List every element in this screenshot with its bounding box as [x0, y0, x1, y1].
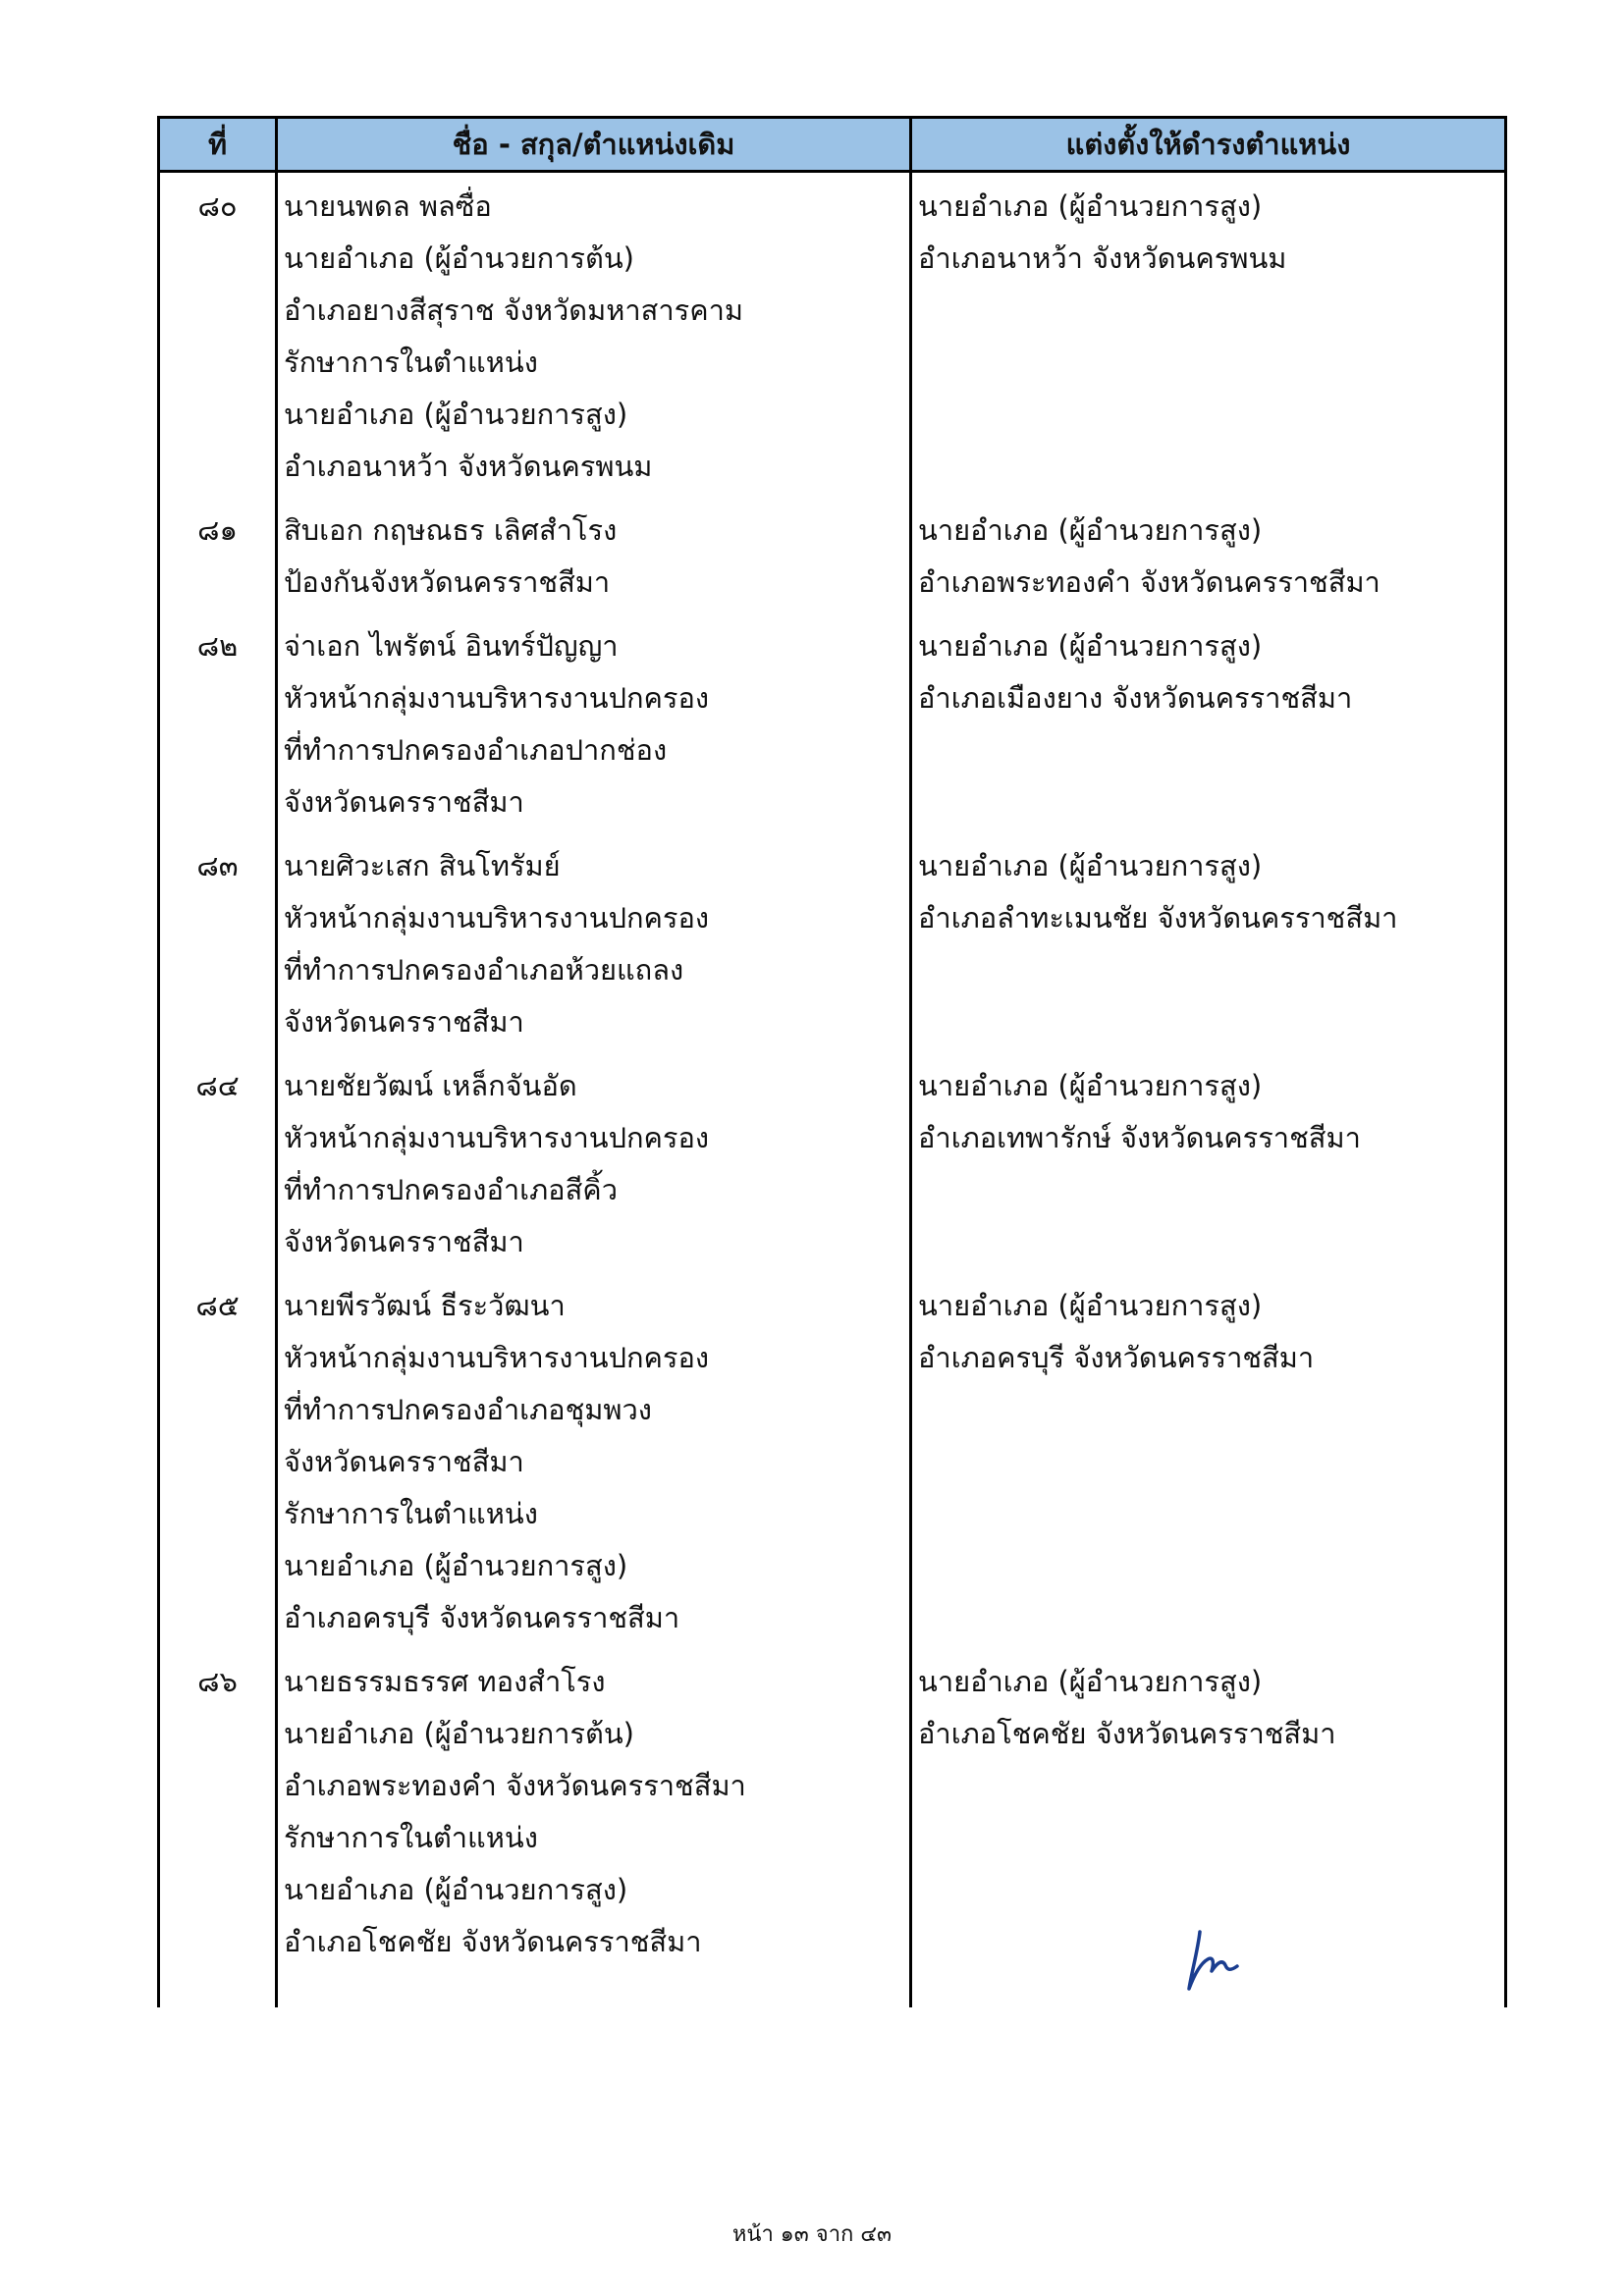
- old-position-line: จังหวัดนครราชสีมา: [284, 1445, 524, 1478]
- old-position-line: ที่ทำการปกครองอำเภอสีคิ้ว: [284, 1173, 618, 1206]
- new-position-cell: [911, 613, 1506, 832]
- table-row: [159, 1052, 1506, 1272]
- appointment-table: [157, 116, 1507, 2007]
- old-position-line: จังหวัดนครราชสีมา: [284, 1225, 524, 1258]
- person-name: จ่าเอก ไพรัตน์ อินทร์ปัญญา: [284, 629, 619, 663]
- row-number: ๘๐: [197, 189, 238, 223]
- table-row: [159, 832, 1506, 1052]
- old-position-line: อำเภอพระทองคำ จังหวัดนครราชสีมา: [284, 1769, 746, 1802]
- new-position-line: นายอำเภอ (ผู้อำนวยการสูง): [918, 189, 1263, 223]
- old-position-line: อำเภอครบุรี จังหวัดนครราชสีมา: [284, 1601, 680, 1634]
- old-position-line: ที่ทำการปกครองอำเภอปากช่อง: [284, 733, 668, 767]
- row-number-cell: [159, 497, 277, 613]
- new-position-cell: [911, 172, 1506, 498]
- header-name-old-position: ชื่อ - สกุล/ตำแหน่งเดิม: [277, 118, 911, 172]
- new-position-line: อำเภอลำทะเมนชัย จังหวัดนครราชสีมา: [918, 901, 1398, 934]
- old-position-line: หัวหน้ากลุ่มงานบริหารงานปกครอง: [284, 681, 710, 715]
- old-position-cell: [277, 613, 911, 832]
- row-number: ๘๕: [195, 1289, 240, 1322]
- new-position-line: นายอำเภอ (ผู้อำนวยการสูง): [918, 629, 1263, 663]
- new-position-cell: [911, 832, 1506, 1052]
- person-name: นายนพดล พลซื่อ: [284, 189, 492, 223]
- row-number: ๘๓: [196, 849, 239, 882]
- old-position-cell: [277, 172, 911, 498]
- old-position-line: นายอำเภอ (ผู้อำนวยการสูง): [284, 398, 628, 431]
- old-position-line: อำเภอโชคชัย จังหวัดนครราชสีมา: [284, 1925, 702, 1958]
- new-position-line: นายอำเภอ (ผู้อำนวยการสูง): [918, 1289, 1263, 1322]
- old-position-line: นายอำเภอ (ผู้อำนวยการต้น): [284, 241, 634, 275]
- table-row: [159, 1648, 1506, 2007]
- table-header-row: [159, 118, 1506, 172]
- header-new-position: แต่งตั้งให้ดำรงตำแหน่ง: [911, 118, 1506, 172]
- new-position-line: อำเภอนาหว้า จังหวัดนครพนม: [918, 241, 1287, 275]
- old-position-cell: [277, 497, 911, 613]
- row-number-cell: [159, 172, 277, 498]
- old-position-line: หัวหน้ากลุ่มงานบริหารงานปกครอง: [284, 901, 710, 934]
- person-name: นายธรรมธรรศ ทองสำโรง: [284, 1665, 606, 1698]
- old-position-line: จังหวัดนครราชสีมา: [284, 1005, 524, 1039]
- new-position-cell: [911, 497, 1506, 613]
- row-number: ๘๖: [197, 1665, 238, 1698]
- old-position-cell: [277, 1052, 911, 1272]
- new-position-line: นายอำเภอ (ผู้อำนวยการสูง): [918, 849, 1263, 882]
- old-position-line: นายอำเภอ (ผู้อำนวยการสูง): [284, 1873, 628, 1906]
- row-number: ๘๔: [195, 1069, 240, 1102]
- header-number: ที่: [159, 118, 277, 172]
- new-position-line: นายอำเภอ (ผู้อำนวยการสูง): [918, 513, 1263, 547]
- new-position-line: อำเภอโชคชัย จังหวัดนครราชสีมา: [918, 1717, 1336, 1750]
- table-row: [159, 497, 1506, 613]
- new-position-line: นายอำเภอ (ผู้อำนวยการสูง): [918, 1069, 1263, 1102]
- old-position-cell: [277, 832, 911, 1052]
- table-row: [159, 172, 1506, 498]
- row-number-cell: [159, 613, 277, 832]
- signature-mark: [1186, 1924, 1245, 1993]
- table-body: [159, 172, 1506, 2008]
- new-position-line: อำเภอเมืองยาง จังหวัดนครราชสีมา: [918, 681, 1353, 715]
- old-position-line: จังหวัดนครราชสีมา: [284, 785, 524, 819]
- new-position-line: อำเภอครบุรี จังหวัดนครราชสีมา: [918, 1341, 1315, 1374]
- old-position-line: ที่ทำการปกครองอำเภอห้วยแถลง: [284, 953, 684, 987]
- person-name: สิบเอก กฤษณธร เลิศสำโรง: [284, 513, 618, 547]
- person-name: นายชัยวัฒน์ เหล็กจันอัด: [284, 1069, 577, 1102]
- old-position-cell: [277, 1648, 911, 2007]
- old-position-cell: [277, 1272, 911, 1648]
- old-position-line: หัวหน้ากลุ่มงานบริหารงานปกครอง: [284, 1341, 710, 1374]
- old-position-line: รักษาการในตำแหน่ง: [284, 1821, 538, 1854]
- new-position-line: อำเภอเทพารักษ์ จังหวัดนครราชสีมา: [918, 1121, 1361, 1154]
- page-footer: หน้า ๑๓ จาก ๔๓: [731, 2222, 893, 2247]
- old-position-line: นายอำเภอ (ผู้อำนวยการสูง): [284, 1549, 628, 1582]
- old-position-line: อำเภอนาหว้า จังหวัดนครพนม: [284, 450, 653, 483]
- row-number: ๘๑: [197, 513, 238, 547]
- old-position-line: หัวหน้ากลุ่มงานบริหารงานปกครอง: [284, 1121, 710, 1154]
- new-position-line: อำเภอพระทองคำ จังหวัดนครราชสีมา: [918, 565, 1380, 599]
- new-position-cell: [911, 1052, 1506, 1272]
- table-row: [159, 1272, 1506, 1648]
- row-number-cell: [159, 1648, 277, 2007]
- new-position-cell: [911, 1272, 1506, 1648]
- row-number: ๘๒: [196, 629, 239, 663]
- person-name: นายพีรวัฒน์ ธีระวัฒนา: [284, 1289, 566, 1322]
- old-position-line: รักษาการในตำแหน่ง: [284, 1497, 538, 1530]
- row-number-cell: [159, 1052, 277, 1272]
- table-row: [159, 613, 1506, 832]
- old-position-line: ที่ทำการปกครองอำเภอชุมพวง: [284, 1393, 652, 1426]
- old-position-line: นายอำเภอ (ผู้อำนวยการต้น): [284, 1717, 634, 1750]
- row-number-cell: [159, 832, 277, 1052]
- old-position-line: ป้องกันจังหวัดนครราชสีมา: [284, 565, 611, 599]
- old-position-line: รักษาการในตำแหน่ง: [284, 346, 538, 379]
- old-position-line: อำเภอยางสีสุราช จังหวัดมหาสารคาม: [284, 294, 744, 327]
- new-position-line: นายอำเภอ (ผู้อำนวยการสูง): [918, 1665, 1263, 1698]
- row-number-cell: [159, 1272, 277, 1648]
- person-name: นายศิวะเสก สินโทรัมย์: [284, 849, 561, 882]
